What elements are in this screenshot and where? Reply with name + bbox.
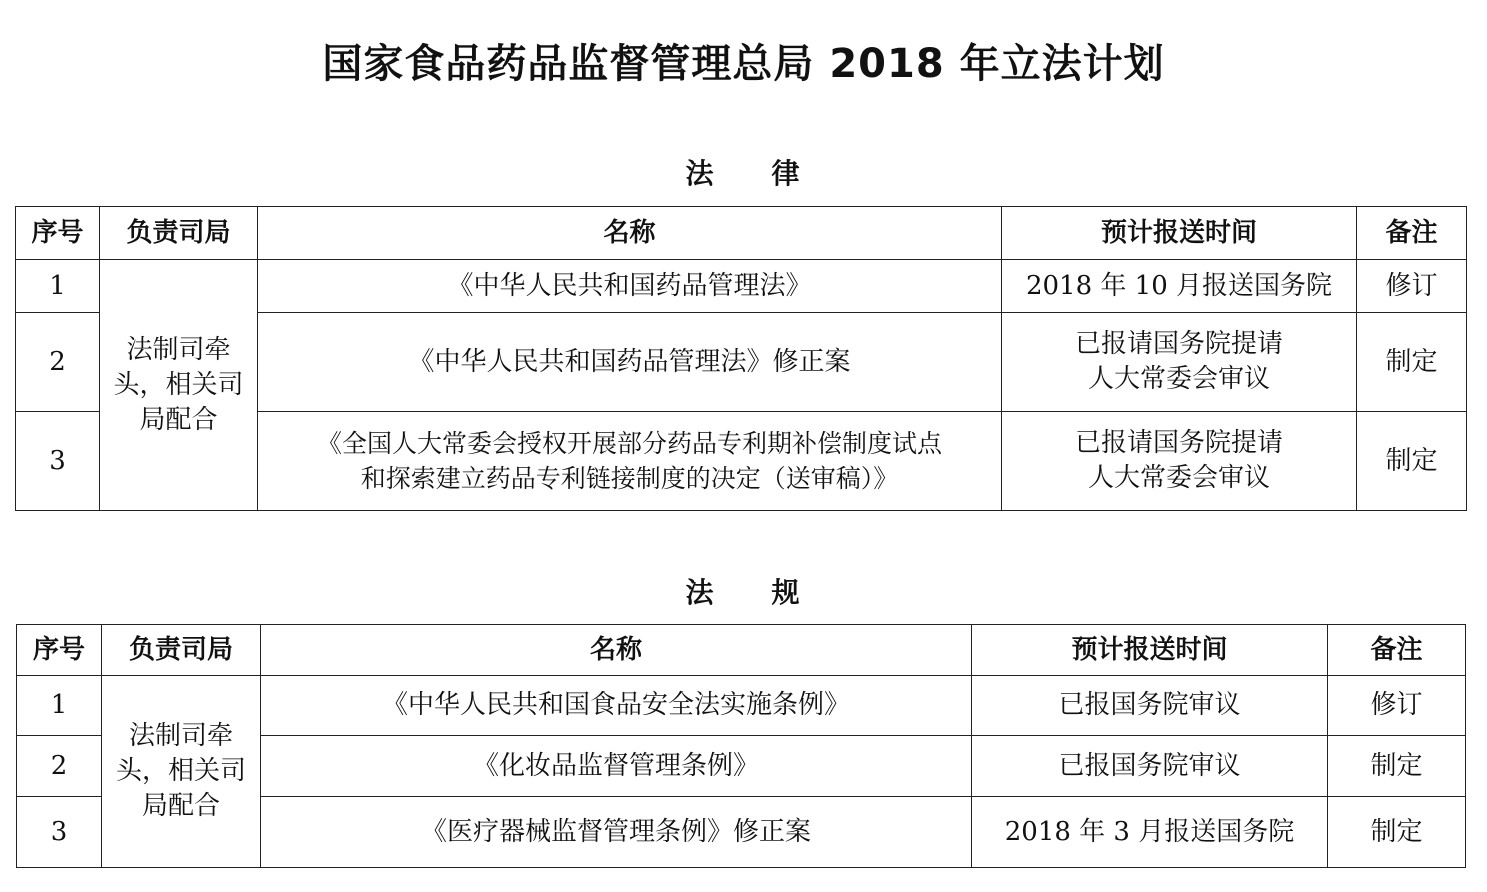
column-header-submission-time: 预计报送时间 [972, 625, 1328, 676]
column-header-department: 负责司局 [100, 207, 258, 260]
row-number: 2 [17, 736, 102, 797]
row-number: 1 [16, 260, 100, 313]
section-heading-char: 律 [771, 157, 802, 190]
section-heading-laws [0, 156, 1487, 192]
row-number: 1 [17, 676, 102, 736]
regulations-table [16, 624, 1466, 868]
submission-time: 2018 年 10 月报送国务院 [1002, 260, 1357, 313]
column-header-number: 序号 [17, 625, 102, 676]
table-header-row [17, 625, 1466, 676]
table-row [16, 260, 1467, 313]
section-heading-char: 法 [685, 576, 716, 609]
remark: 制定 [1357, 313, 1467, 412]
submission-time: 已报国务院审议 [972, 736, 1328, 797]
law-name: 《中华人民共和国药品管理法》 [258, 260, 1002, 313]
remark: 制定 [1328, 797, 1466, 868]
regulation-name: 《中华人民共和国食品安全法实施条例》 [261, 676, 972, 736]
row-number: 3 [16, 412, 100, 511]
submission-time: 已报请国务院提请 人大常委会审议 [1002, 313, 1357, 412]
regulation-name: 《医疗器械监督管理条例》修正案 [261, 797, 972, 868]
submission-time: 2018 年 3 月报送国务院 [972, 797, 1328, 868]
remark: 制定 [1357, 412, 1467, 511]
law-name: 《全国人大常委会授权开展部分药品专利期补偿制度试点 和探索建立药品专利链接制度的决定（送审稿）》 [258, 412, 1002, 511]
row-number: 3 [17, 797, 102, 868]
column-header-name: 名称 [261, 625, 972, 676]
laws-table [15, 206, 1467, 511]
regulation-name: 《化妆品监督管理条例》 [261, 736, 972, 797]
law-name: 《中华人民共和国药品管理法》修正案 [258, 313, 1002, 412]
column-header-remark: 备注 [1328, 625, 1466, 676]
column-header-number: 序号 [16, 207, 100, 260]
column-header-submission-time: 预计报送时间 [1002, 207, 1357, 260]
column-header-name: 名称 [258, 207, 1002, 260]
table-row [17, 676, 1466, 736]
section-heading-char: 法 [685, 157, 716, 190]
section-heading-char: 规 [771, 576, 802, 609]
submission-time: 已报请国务院提请 人大常委会审议 [1002, 412, 1357, 511]
table-header-row [16, 207, 1467, 260]
responsible-department: 法制司牵 头，相关司 局配合 [102, 676, 261, 868]
row-number: 2 [16, 313, 100, 412]
column-header-department: 负责司局 [102, 625, 261, 676]
submission-time: 已报国务院审议 [972, 676, 1328, 736]
section-heading-regulations [0, 575, 1487, 611]
column-header-remark: 备注 [1357, 207, 1467, 260]
remark: 修订 [1357, 260, 1467, 313]
responsible-department: 法制司牵 头，相关司 局配合 [100, 260, 258, 511]
remark: 修订 [1328, 676, 1466, 736]
remark: 制定 [1328, 736, 1466, 797]
page-title: 国家食品药品监督管理总局 2018 年立法计划 [322, 41, 1165, 87]
